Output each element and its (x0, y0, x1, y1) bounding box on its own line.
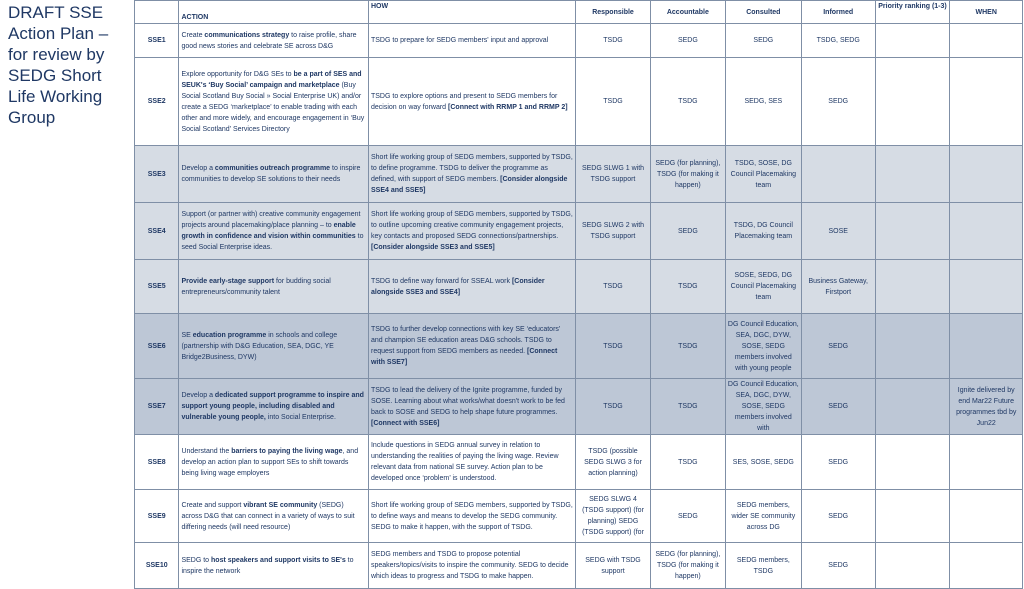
when-cell (950, 58, 1023, 146)
how-cell-text (371, 91, 573, 113)
action-cell-segment: into Social Enterprise. (265, 414, 336, 421)
action-cell-text (181, 500, 366, 533)
action-cell-segment: , and develop an action plan to support SEs to shift towards being living wage employers (181, 447, 359, 477)
action-cell (179, 435, 369, 490)
when-cell (950, 435, 1023, 490)
table-row (135, 203, 1023, 260)
table-header-row (135, 1, 1023, 24)
priority-cell (875, 379, 950, 435)
action-cell-segment: Create and support (181, 501, 244, 509)
action-cell-segment: education programme (192, 331, 267, 339)
how-cell-text (371, 500, 573, 533)
priority-cell (875, 435, 950, 490)
accountable-cell: TSDG (650, 314, 725, 379)
action-cell (179, 314, 369, 379)
row-id: SSE9 (135, 490, 179, 543)
action-cell-segment: be a part of SES and SEUK's ‘Buy Social’ campaign and marketplace (181, 70, 362, 89)
accountable-cell: TSDG (650, 260, 725, 314)
row-id: SSE2 (135, 58, 179, 146)
action-cell-segment: dedicated support programme to inspire and support young people, including disabled and vulnerable young people, (181, 392, 364, 421)
accountable-cell: TSDG (650, 435, 725, 490)
when-cell (950, 490, 1023, 543)
how-cell-segment: [Connect with SSE7] (370, 348, 558, 366)
action-cell-text (181, 276, 366, 298)
how-cell-segment: [Consider alongside SSE3 and SSE5] (370, 244, 495, 251)
priority-cell (875, 490, 950, 543)
responsible-cell: SEDG SLWG 2 with TSDG support (576, 203, 651, 260)
consulted-cell: SEDG, SES (725, 58, 801, 146)
consulted-cell: DG Council Education, SEA, DGC, DYW, SOSE, SEDG members involved with (725, 379, 801, 435)
action-cell-segment: Develop a (181, 165, 215, 172)
action-cell (179, 379, 369, 435)
action-cell-segment: to raise profile, share good news stories and celebrate SE across D&G (181, 31, 357, 50)
how-cell (368, 314, 575, 379)
how-cell-segment: Short life working group of SEDG members, supported by TSDG, to define ways and means to develop the SEDG community. SEDG to make it happen, with the support of TSDG. (370, 501, 573, 531)
consulted-cell: TSDG, DG Council Placemaking team (725, 203, 801, 260)
how-cell-segment: SEDG members and TSDG to propose potential speakers/topics/visits to inspire the community. SEDG to decide which ideas to progress and TSDG to make happen. (370, 551, 569, 580)
how-cell-text (371, 152, 573, 196)
informed-cell: SEDG (801, 314, 875, 379)
action-cell-segment: Develop a (181, 392, 215, 399)
priority-cell (875, 314, 950, 379)
action-cell (179, 203, 369, 260)
action-cell-segment: Provide early-stage support (181, 277, 275, 285)
header-responsible: Responsible (576, 1, 651, 24)
consulted-cell: DG Council Education, SEA, DGC, DYW, SOSE, SEDG members involved with young people (725, 314, 801, 379)
row-id: SSE7 (135, 379, 179, 435)
row-id: SSE8 (135, 435, 179, 490)
accountable-cell: SEDG (for planning), TSDG (for making it happen) (650, 543, 725, 589)
table-row (135, 490, 1023, 543)
row-id: SSE5 (135, 260, 179, 314)
action-cell-segment: to inspire the network (181, 556, 354, 575)
action-cell-segment: SEDG to (181, 556, 212, 564)
table-row (135, 24, 1023, 58)
action-cell-segment: in schools and college (partnership with D&G Education, SEA, DGC, YE Bridge2Business, DYW) (181, 331, 338, 361)
header-priority: Priority ranking (1-3) (875, 1, 950, 24)
table-row (135, 146, 1023, 203)
row-id: SSE10 (135, 543, 179, 589)
how-cell-text (371, 440, 573, 484)
action-cell-segment: vibrant SE community (243, 501, 318, 509)
action-cell-text (181, 390, 366, 423)
how-cell-segment: [Consider alongside SSE3 and SSE4] (370, 277, 545, 296)
priority-cell (875, 58, 950, 146)
how-cell-segment: TSDG to further develop connections with key SE ‘educators’ and champion SE education areas D&G schools. TSDG to request support from SEDG members as needed. (370, 326, 561, 355)
how-cell (368, 203, 575, 260)
action-cell (179, 58, 369, 146)
responsible-cell: SEDG with TSDG support (576, 543, 651, 589)
how-cell-segment: [Connect with SSE6] (370, 419, 440, 427)
action-cell-text (181, 446, 366, 479)
informed-cell: TSDG, SEDG (801, 24, 875, 58)
table-body (135, 24, 1023, 589)
action-cell-segment: (Buy Social Scotland Buy Social » Social Enterprise UK) and/or create a SEDG ‘marketplace’ to enable trading with each other and more widely, and encourage engagement in ‘Buy Social Scotland’ Services Directory (181, 81, 365, 133)
how-cell-segment: Include questions in SEDG annual survey in relation to understanding the realities of paying the living wage. Review relevant data from national SE survey. Action plan to be developed once ‘problem’ is understood. (370, 442, 559, 482)
row-id: SSE4 (135, 203, 179, 260)
accountable-cell: TSDG (650, 58, 725, 146)
row-id: SSE6 (135, 314, 179, 379)
informed-cell: SEDG (801, 543, 875, 589)
header-accountable: Accountable (650, 1, 725, 24)
consulted-cell: SEDG members, wider SE community across DG (725, 490, 801, 543)
accountable-cell: SEDG (650, 203, 725, 260)
action-cell (179, 543, 369, 589)
responsible-cell: TSDG (576, 314, 651, 379)
action-cell (179, 24, 369, 58)
action-cell-segment: for budding social entrepreneurs/community talent (181, 277, 331, 296)
accountable-cell: SEDG (650, 24, 725, 58)
informed-cell: SEDG (801, 379, 875, 435)
action-cell-segment: communities outreach programme (214, 165, 331, 172)
how-cell-segment: TSDG to prepare for SEDG members' input and approval (370, 37, 549, 44)
how-cell-text (371, 209, 573, 253)
when-cell (950, 203, 1023, 260)
responsible-cell: TSDG (576, 379, 651, 435)
action-cell-segment: Explore opportunity for D&G SEs to (181, 70, 294, 78)
action-cell (179, 260, 369, 314)
action-cell-segment: host speakers and support visits to SE's (211, 556, 346, 564)
action-cell-text (181, 69, 366, 135)
header-how: HOW (368, 1, 575, 24)
how-cell (368, 260, 575, 314)
how-cell-segment: TSDG to explore options and present to SEDG members for decision on way forward (370, 92, 558, 111)
responsible-cell: TSDG (possible SEDG SLWG 3 for action planning) (576, 435, 651, 490)
consulted-cell: TSDG, SOSE, DG Council Placemaking team (725, 146, 801, 203)
action-cell (179, 146, 369, 203)
how-cell-text (371, 324, 573, 368)
when-cell (950, 146, 1023, 203)
action-cell (179, 490, 369, 543)
action-cell-segment: communications strategy (204, 31, 290, 39)
how-cell-segment: Short life working group of SEDG members, supported by TSDG, to outline upcoming creative community engagement projects, key contacts and proposed SEDG connections/partnerships. (370, 211, 573, 240)
header-consulted: Consulted (725, 1, 801, 24)
responsible-cell: TSDG (576, 58, 651, 146)
informed-cell (801, 146, 875, 203)
when-cell: Ignite delivered by end Mar22 Future programmes tbd by Jun22 (950, 379, 1023, 435)
when-cell (950, 260, 1023, 314)
how-cell-segment: [Connect with RRMP 1 and RRMP 2] (448, 103, 568, 111)
action-cell-text (181, 163, 366, 185)
when-cell (950, 314, 1023, 379)
action-cell-segment: to inspire communities to develop SE solutions to their needs (181, 165, 361, 183)
when-cell (950, 543, 1023, 589)
consulted-cell: SES, SOSE, SEDG (725, 435, 801, 490)
row-id: SSE1 (135, 24, 179, 58)
how-cell-text (371, 35, 573, 46)
action-cell-segment: (SEDG) across D&G that can connect in a variety of ways to suit differing needs (will need resource) (181, 501, 355, 531)
how-cell-segment: Short life working group of SEDG members, supported by TSDG, to define programme. TSDG to deliver the programme as defined, with support of SEDG members. (370, 154, 573, 183)
responsible-cell: TSDG (576, 24, 651, 58)
informed-cell: SEDG (801, 490, 875, 543)
table-row (135, 379, 1023, 435)
action-cell-text (181, 555, 366, 577)
informed-cell: SEDG (801, 435, 875, 490)
how-cell-text (371, 385, 573, 429)
action-cell-segment: to seed Social Enterprise ideas. (181, 233, 364, 251)
consulted-cell: SEDG members, TSDG (725, 543, 801, 589)
table-row (135, 435, 1023, 490)
priority-cell (875, 260, 950, 314)
how-cell (368, 379, 575, 435)
action-cell-text (181, 209, 366, 253)
how-cell (368, 435, 575, 490)
priority-cell (875, 24, 950, 58)
priority-cell (875, 203, 950, 260)
action-cell-segment: Create (181, 31, 205, 39)
responsible-cell: SEDG SLWG 4 (TSDG support) (for planning) SEDG (TSDG support) (for (576, 490, 651, 543)
how-cell-text (371, 549, 573, 582)
action-cell-segment: SE (181, 331, 193, 339)
row-id: SSE3 (135, 146, 179, 203)
informed-cell: Business Gateway, Firstport (801, 260, 875, 314)
table-row (135, 260, 1023, 314)
header-informed: Informed (801, 1, 875, 24)
consulted-cell: SEDG (725, 24, 801, 58)
header-id (135, 1, 179, 24)
consulted-cell: SOSE, SEDG, DG Council Placemaking team (725, 260, 801, 314)
table-row (135, 58, 1023, 146)
action-cell-segment: Support (or partner with) creative community engagement projects around placemaking/place planning – to (181, 211, 361, 229)
how-cell (368, 543, 575, 589)
accountable-cell: SEDG (650, 490, 725, 543)
header-action: ACTION (179, 1, 369, 24)
when-cell (950, 24, 1023, 58)
action-cell-segment: Understand the (181, 447, 232, 455)
informed-cell: SEDG (801, 58, 875, 146)
priority-cell (875, 146, 950, 203)
priority-cell (875, 543, 950, 589)
how-cell (368, 24, 575, 58)
how-cell-segment: [Consider alongside SSE4 and SSE5] (370, 176, 568, 194)
how-cell (368, 490, 575, 543)
informed-cell: SOSE (801, 203, 875, 260)
responsible-cell: TSDG (576, 260, 651, 314)
how-cell (368, 58, 575, 146)
header-when: WHEN (950, 1, 1023, 24)
table-row (135, 543, 1023, 589)
action-cell-segment: barriers to paying the living wage (231, 447, 343, 455)
accountable-cell: TSDG (650, 379, 725, 435)
how-cell-text (371, 276, 573, 298)
table-row (135, 314, 1023, 379)
how-cell (368, 146, 575, 203)
action-plan-table (134, 0, 1023, 589)
action-cell-segment: enable growth in confidence and vision within communities (181, 222, 356, 240)
responsible-cell: SEDG SLWG 1 with TSDG support (576, 146, 651, 203)
accountable-cell: SEDG (for planning), TSDG (for making it happen) (650, 146, 725, 203)
action-cell-text (181, 30, 366, 52)
action-cell-text (181, 330, 366, 363)
page-title: DRAFT SSE Action Plan – for review by SEDG Short Life Working Group (8, 3, 109, 127)
how-cell-segment: TSDG to define way forward for SSEAL work (370, 277, 512, 285)
how-cell-segment: TSDG to lead the delivery of the Ignite programme, funded by SOSE. Learning about what works/what doesn't work to be fed back to SOSE and SEDG to help shape future programmes. (370, 386, 565, 416)
